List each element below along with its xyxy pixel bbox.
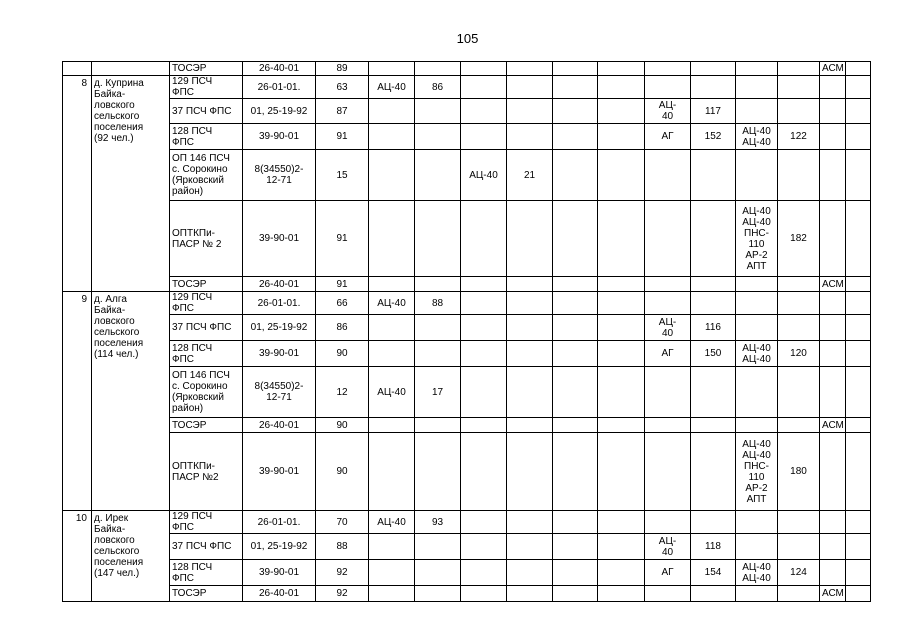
resource-cell bbox=[507, 560, 553, 586]
resource-cell bbox=[553, 315, 598, 341]
resource-cell bbox=[553, 292, 598, 315]
resource-cell: 152 bbox=[691, 124, 736, 150]
resource-cell bbox=[415, 433, 461, 511]
resource-cell bbox=[553, 201, 598, 277]
resource-cell: 118 bbox=[691, 534, 736, 560]
resource-cell bbox=[415, 341, 461, 367]
resource-cell: 93 bbox=[415, 511, 461, 534]
resource-cell bbox=[553, 99, 598, 124]
resource-cell bbox=[845, 315, 871, 341]
unit-cell: 128 ПСЧ ФПС bbox=[170, 124, 243, 150]
table-row bbox=[63, 560, 871, 586]
resource-cell: АЦ- 40 bbox=[645, 99, 691, 124]
resource-cell: АЦ-40 bbox=[461, 150, 507, 201]
table-row bbox=[63, 341, 871, 367]
resource-cell bbox=[598, 150, 645, 201]
resource-cell bbox=[461, 62, 507, 76]
table-row bbox=[63, 586, 871, 602]
resource-cell bbox=[598, 367, 645, 418]
resource-cell bbox=[461, 277, 507, 292]
unit-cell: ОП 146 ПСЧ с. Сорокино (Ярковский район) bbox=[170, 150, 243, 201]
resource-cell bbox=[845, 433, 871, 511]
resource-cell bbox=[415, 201, 461, 277]
resource-cell bbox=[691, 367, 736, 418]
time-cell: 70 bbox=[316, 511, 369, 534]
resource-cell bbox=[736, 418, 778, 433]
table-row bbox=[63, 433, 871, 511]
resource-cell bbox=[507, 586, 553, 602]
resource-cell: АЦ-40 АЦ-40 ПНС- 110 АР-2 АПТ bbox=[736, 201, 778, 277]
resource-cell bbox=[820, 433, 846, 511]
resource-cell bbox=[778, 315, 820, 341]
resource-cell bbox=[553, 76, 598, 99]
resource-cell bbox=[820, 341, 846, 367]
resource-cell bbox=[778, 62, 820, 76]
unit-cell: 129 ПСЧ ФПС bbox=[170, 292, 243, 315]
time-cell: 90 bbox=[316, 341, 369, 367]
resource-cell bbox=[598, 433, 645, 511]
resource-cell bbox=[845, 341, 871, 367]
resource-cell bbox=[645, 277, 691, 292]
table-row bbox=[63, 534, 871, 560]
resource-cell bbox=[645, 76, 691, 99]
resource-cell bbox=[461, 534, 507, 560]
time-cell: 92 bbox=[316, 560, 369, 586]
resource-cell bbox=[645, 418, 691, 433]
resource-cell bbox=[691, 76, 736, 99]
time-cell: 87 bbox=[316, 99, 369, 124]
table-row bbox=[63, 292, 871, 315]
resource-cell bbox=[461, 124, 507, 150]
resource-cell: 116 bbox=[691, 315, 736, 341]
resource-cell bbox=[553, 433, 598, 511]
resource-cell bbox=[415, 560, 461, 586]
resource-cell: 21 bbox=[507, 150, 553, 201]
resource-cell bbox=[820, 292, 846, 315]
resource-cell: АЦ-40 АЦ-40 ПНС- 110 АР-2 АПТ bbox=[736, 433, 778, 511]
resource-cell bbox=[691, 62, 736, 76]
resource-cell bbox=[553, 534, 598, 560]
unit-cell: ТОСЭР bbox=[170, 586, 243, 602]
resource-cell bbox=[691, 586, 736, 602]
resource-cell bbox=[461, 511, 507, 534]
resource-cell bbox=[778, 277, 820, 292]
unit-cell: ОПТКПи- ПАСР № 2 bbox=[170, 201, 243, 277]
resource-cell bbox=[507, 277, 553, 292]
phone-cell: 26-01-01. bbox=[243, 292, 316, 315]
time-cell: 90 bbox=[316, 418, 369, 433]
time-cell: 91 bbox=[316, 277, 369, 292]
resource-cell: АГ bbox=[645, 560, 691, 586]
table-row bbox=[63, 99, 871, 124]
resource-cell bbox=[553, 560, 598, 586]
resource-cell bbox=[598, 534, 645, 560]
resource-cell: АСМ bbox=[820, 586, 846, 602]
row-number-cell: 9 bbox=[63, 292, 92, 511]
resource-cell bbox=[736, 99, 778, 124]
resource-cell: АЦ-40 АЦ-40 bbox=[736, 560, 778, 586]
resource-cell bbox=[691, 418, 736, 433]
resource-cell bbox=[415, 534, 461, 560]
resource-cell bbox=[507, 124, 553, 150]
resource-cell bbox=[845, 511, 871, 534]
resource-cell bbox=[736, 150, 778, 201]
unit-cell: 129 ПСЧ ФПС bbox=[170, 511, 243, 534]
resource-cell bbox=[598, 76, 645, 99]
unit-cell: ТОСЭР bbox=[170, 62, 243, 76]
row-number-cell: 10 bbox=[63, 511, 92, 602]
resource-cell bbox=[820, 511, 846, 534]
time-cell: 89 bbox=[316, 62, 369, 76]
resource-cell bbox=[820, 560, 846, 586]
table-row bbox=[63, 150, 871, 201]
resource-cell bbox=[736, 292, 778, 315]
resource-cell bbox=[736, 367, 778, 418]
resource-cell bbox=[845, 124, 871, 150]
resource-cell bbox=[461, 292, 507, 315]
resource-cell bbox=[369, 534, 415, 560]
resource-cell: 182 bbox=[778, 201, 820, 277]
resource-cell bbox=[645, 367, 691, 418]
unit-cell: ТОСЭР bbox=[170, 277, 243, 292]
table-row bbox=[63, 277, 871, 292]
unit-cell: 37 ПСЧ ФПС bbox=[170, 534, 243, 560]
resource-cell bbox=[778, 292, 820, 315]
resource-cell bbox=[553, 341, 598, 367]
resource-cell bbox=[598, 511, 645, 534]
resource-cell bbox=[845, 560, 871, 586]
resource-cell bbox=[507, 76, 553, 99]
resource-cell: АЦ- 40 bbox=[645, 315, 691, 341]
resource-cell bbox=[415, 99, 461, 124]
resource-cell bbox=[369, 99, 415, 124]
resource-cell bbox=[369, 560, 415, 586]
resource-cell bbox=[461, 99, 507, 124]
resource-cell bbox=[553, 150, 598, 201]
resource-cell: АСМ bbox=[820, 418, 846, 433]
resource-cell bbox=[415, 150, 461, 201]
resource-cell bbox=[507, 418, 553, 433]
resource-cell bbox=[736, 277, 778, 292]
settlement-cell: д. Ирек Байка- ловского сельского поселения (147 чел.) bbox=[92, 511, 170, 602]
phone-cell: 39-90-01 bbox=[243, 201, 316, 277]
resource-cell bbox=[645, 292, 691, 315]
resource-cell: 117 bbox=[691, 99, 736, 124]
resource-cell bbox=[820, 124, 846, 150]
unit-cell: 37 ПСЧ ФПС bbox=[170, 99, 243, 124]
table-row bbox=[63, 62, 871, 76]
unit-cell: 129 ПСЧ ФПС bbox=[170, 76, 243, 99]
resource-cell bbox=[820, 367, 846, 418]
resource-cell bbox=[736, 62, 778, 76]
resource-cell bbox=[553, 367, 598, 418]
resource-cell bbox=[778, 586, 820, 602]
resource-cell bbox=[845, 76, 871, 99]
resource-cell bbox=[461, 586, 507, 602]
resource-cell bbox=[736, 76, 778, 99]
table-row bbox=[63, 124, 871, 150]
resource-cell bbox=[507, 367, 553, 418]
resource-cell bbox=[820, 201, 846, 277]
resource-cell bbox=[415, 62, 461, 76]
resource-cell bbox=[598, 292, 645, 315]
resource-cell bbox=[691, 201, 736, 277]
phone-cell: 26-01-01. bbox=[243, 76, 316, 99]
resource-cell bbox=[691, 150, 736, 201]
resource-cell bbox=[845, 99, 871, 124]
resource-cell bbox=[598, 341, 645, 367]
resource-cell bbox=[598, 277, 645, 292]
resource-cell: 150 bbox=[691, 341, 736, 367]
resource-cell bbox=[845, 150, 871, 201]
resource-cell: АГ bbox=[645, 124, 691, 150]
time-cell: 66 bbox=[316, 292, 369, 315]
time-cell: 12 bbox=[316, 367, 369, 418]
resource-cell bbox=[845, 367, 871, 418]
resource-cell bbox=[369, 62, 415, 76]
resource-cell bbox=[778, 367, 820, 418]
resource-cell bbox=[845, 277, 871, 292]
resource-cell bbox=[778, 418, 820, 433]
time-cell: 15 bbox=[316, 150, 369, 201]
phone-cell: 01, 25-19-92 bbox=[243, 315, 316, 341]
resource-cell bbox=[415, 586, 461, 602]
resource-cell bbox=[778, 534, 820, 560]
resource-cell bbox=[553, 124, 598, 150]
resource-cell bbox=[778, 511, 820, 534]
time-cell: 88 bbox=[316, 534, 369, 560]
time-cell: 63 bbox=[316, 76, 369, 99]
resource-cell bbox=[845, 62, 871, 76]
resource-cell: 120 bbox=[778, 341, 820, 367]
table-row bbox=[63, 367, 871, 418]
resource-cell bbox=[507, 433, 553, 511]
resource-cell bbox=[645, 433, 691, 511]
table-row bbox=[63, 511, 871, 534]
time-cell: 90 bbox=[316, 433, 369, 511]
resource-cell bbox=[507, 292, 553, 315]
resource-cell bbox=[645, 511, 691, 534]
resource-cell bbox=[845, 534, 871, 560]
resource-cell bbox=[736, 511, 778, 534]
phone-cell: 01, 25-19-92 bbox=[243, 534, 316, 560]
phone-cell: 39-90-01 bbox=[243, 433, 316, 511]
resource-cell: АЦ- 40 bbox=[645, 534, 691, 560]
resource-cell bbox=[415, 277, 461, 292]
resource-cell bbox=[461, 315, 507, 341]
resource-cell bbox=[369, 433, 415, 511]
phone-cell: 26-40-01 bbox=[243, 62, 316, 76]
resource-cell bbox=[598, 560, 645, 586]
resource-cell bbox=[553, 586, 598, 602]
resource-cell bbox=[736, 534, 778, 560]
resource-cell bbox=[507, 315, 553, 341]
resource-cell bbox=[598, 124, 645, 150]
table-row bbox=[63, 315, 871, 341]
settlement-cell: д. Алга Байка- ловского сельского поселения (114 чел.) bbox=[92, 292, 170, 511]
resource-cell: 180 bbox=[778, 433, 820, 511]
resource-cell bbox=[415, 124, 461, 150]
resource-cell: АЦ-40 bbox=[369, 292, 415, 315]
resource-cell bbox=[598, 99, 645, 124]
table-row bbox=[63, 201, 871, 277]
table-row bbox=[63, 76, 871, 99]
document-table bbox=[62, 61, 871, 602]
unit-cell: 37 ПСЧ ФПС bbox=[170, 315, 243, 341]
resource-cell bbox=[369, 124, 415, 150]
phone-cell: 39-90-01 bbox=[243, 124, 316, 150]
resource-cell bbox=[507, 341, 553, 367]
resource-cell bbox=[598, 62, 645, 76]
resource-cell: АГ bbox=[645, 341, 691, 367]
resource-cell bbox=[369, 341, 415, 367]
phone-cell: 39-90-01 bbox=[243, 560, 316, 586]
resource-cell: АЦ-40 АЦ-40 bbox=[736, 124, 778, 150]
time-cell: 92 bbox=[316, 586, 369, 602]
resource-cell bbox=[507, 534, 553, 560]
resource-cell: АСМ bbox=[820, 62, 846, 76]
resource-cell bbox=[691, 277, 736, 292]
resource-cell bbox=[369, 201, 415, 277]
resource-cell bbox=[461, 433, 507, 511]
resource-cell bbox=[691, 511, 736, 534]
resource-cell bbox=[553, 62, 598, 76]
phone-cell: 26-40-01 bbox=[243, 418, 316, 433]
resource-cell bbox=[645, 201, 691, 277]
unit-cell: ТОСЭР bbox=[170, 418, 243, 433]
settlement-cell: д. Куприна Байка- ловского сельского поселения (92 чел.) bbox=[92, 76, 170, 292]
resource-cell bbox=[820, 150, 846, 201]
resource-cell bbox=[507, 201, 553, 277]
resource-cell bbox=[461, 367, 507, 418]
unit-cell: ОПТКПи- ПАСР №2 bbox=[170, 433, 243, 511]
resource-cell bbox=[778, 99, 820, 124]
resource-cell bbox=[820, 76, 846, 99]
resource-cell bbox=[553, 277, 598, 292]
resource-cell bbox=[645, 150, 691, 201]
resource-cell bbox=[820, 99, 846, 124]
resource-cell bbox=[461, 560, 507, 586]
phone-cell: 8(34550)2- 12-71 bbox=[243, 367, 316, 418]
phone-cell: 39-90-01 bbox=[243, 341, 316, 367]
resource-cell bbox=[461, 76, 507, 99]
unit-cell: 128 ПСЧ ФПС bbox=[170, 560, 243, 586]
time-cell: 86 bbox=[316, 315, 369, 341]
phone-cell: 26-40-01 bbox=[243, 277, 316, 292]
resource-cell bbox=[553, 418, 598, 433]
resource-cell bbox=[461, 418, 507, 433]
phone-cell: 01, 25-19-92 bbox=[243, 99, 316, 124]
resource-cell bbox=[415, 315, 461, 341]
resource-cell bbox=[598, 315, 645, 341]
resource-cell bbox=[598, 586, 645, 602]
resource-cell: 88 bbox=[415, 292, 461, 315]
resource-cell: 154 bbox=[691, 560, 736, 586]
resource-cell bbox=[598, 418, 645, 433]
unit-cell: 128 ПСЧ ФПС bbox=[170, 341, 243, 367]
resource-cell bbox=[507, 62, 553, 76]
time-cell: 91 bbox=[316, 124, 369, 150]
time-cell: 91 bbox=[316, 201, 369, 277]
resource-cell bbox=[598, 201, 645, 277]
row-number-cell: 8 bbox=[63, 76, 92, 292]
phone-cell: 8(34550)2- 12-71 bbox=[243, 150, 316, 201]
resource-cell: АЦ-40 bbox=[369, 367, 415, 418]
resource-cell bbox=[369, 277, 415, 292]
resource-cell bbox=[845, 418, 871, 433]
resource-cell: 122 bbox=[778, 124, 820, 150]
resource-cell: 124 bbox=[778, 560, 820, 586]
resource-cell bbox=[820, 534, 846, 560]
resource-cell bbox=[369, 586, 415, 602]
resource-cell: АЦ-40 АЦ-40 bbox=[736, 341, 778, 367]
resource-cell: АСМ bbox=[820, 277, 846, 292]
resource-cell bbox=[691, 292, 736, 315]
resource-cell bbox=[507, 511, 553, 534]
resource-cell bbox=[845, 586, 871, 602]
phone-cell: 26-40-01 bbox=[243, 586, 316, 602]
resource-cell: АЦ-40 bbox=[369, 76, 415, 99]
resource-cell bbox=[415, 418, 461, 433]
resource-cell bbox=[369, 150, 415, 201]
resource-cell bbox=[820, 315, 846, 341]
resource-cell bbox=[645, 62, 691, 76]
resource-cell bbox=[778, 76, 820, 99]
number-cell bbox=[63, 62, 92, 76]
resource-cell bbox=[461, 341, 507, 367]
resource-cell bbox=[736, 586, 778, 602]
resource-cell bbox=[845, 201, 871, 277]
page-number: 105 bbox=[456, 31, 479, 46]
resource-cell bbox=[778, 150, 820, 201]
table-row bbox=[63, 418, 871, 433]
resource-cell: АЦ-40 bbox=[369, 511, 415, 534]
resource-cell bbox=[461, 201, 507, 277]
resource-cell bbox=[553, 511, 598, 534]
resource-cell bbox=[845, 292, 871, 315]
resource-cell bbox=[645, 586, 691, 602]
resource-cell bbox=[369, 315, 415, 341]
resource-cell bbox=[369, 418, 415, 433]
unit-cell: ОП 146 ПСЧ с. Сорокино (Ярковский район) bbox=[170, 367, 243, 418]
resource-cell: 17 bbox=[415, 367, 461, 418]
resource-cell bbox=[736, 315, 778, 341]
settlement-cell bbox=[92, 62, 170, 76]
phone-cell: 26-01-01. bbox=[243, 511, 316, 534]
resource-cell bbox=[507, 99, 553, 124]
resource-cell: 86 bbox=[415, 76, 461, 99]
resource-cell bbox=[691, 433, 736, 511]
